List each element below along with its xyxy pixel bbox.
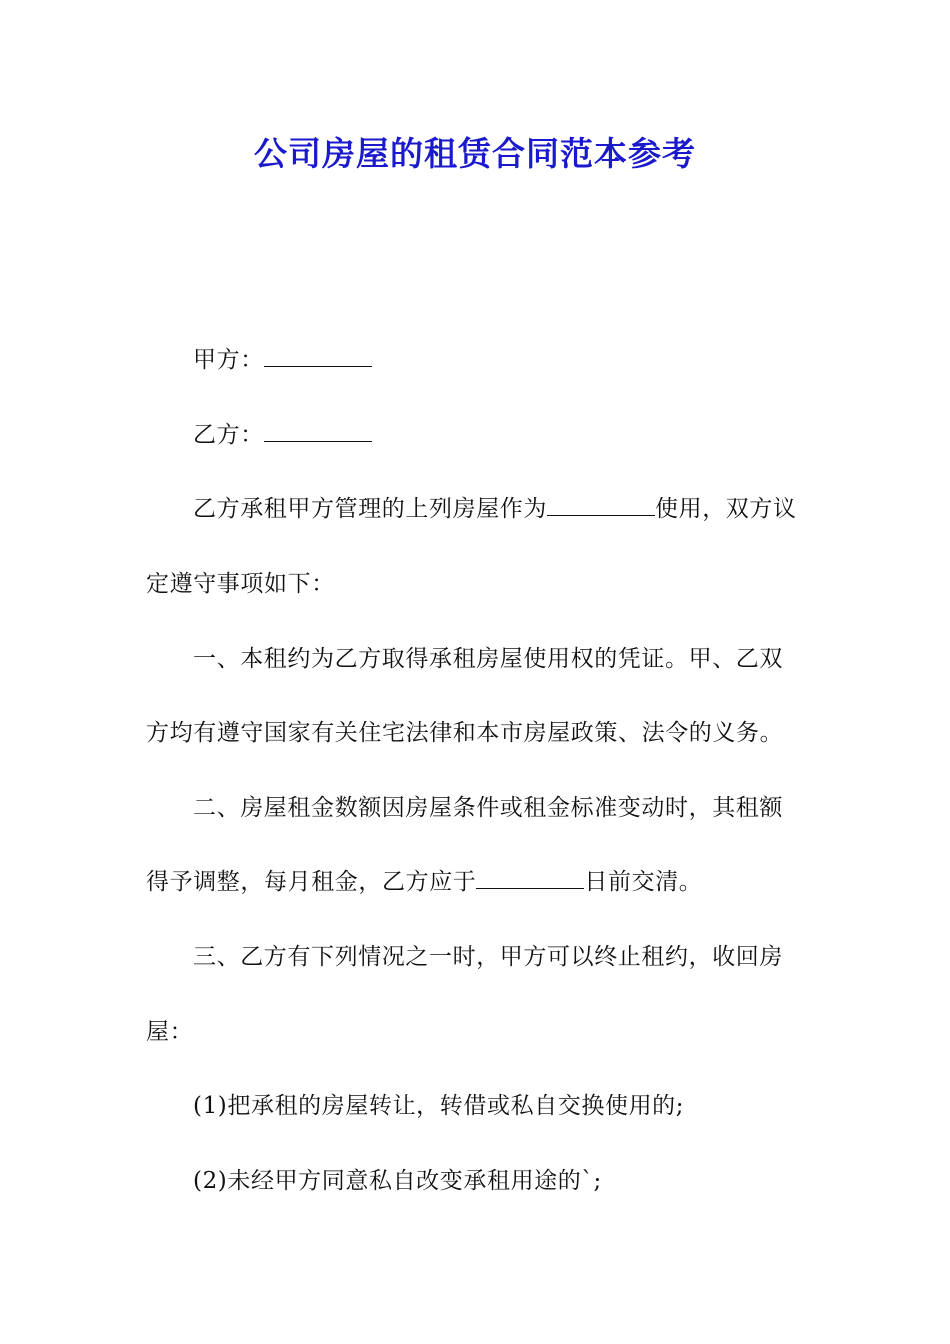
intro-line-2: 定遵守事项如下： [146, 571, 335, 597]
clause-2-line-2 [146, 867, 816, 897]
document-title: 公司房屋的租赁合同范本参考 [254, 134, 696, 173]
clause-1-line-1: 一、本租约为乙方取得承租房屋使用权的凭证。甲、乙双 [193, 646, 783, 672]
party-a-line [146, 345, 816, 375]
item-2: (2)未经甲方同意私自改变承租用途的`; [193, 1168, 602, 1194]
intro-line-1 [146, 494, 816, 524]
clause-3-line-1: 三、乙方有下列情况之一时，甲方可以终止租约，收回房 [193, 944, 783, 970]
party-b-blank [264, 421, 372, 442]
party-b-line [146, 420, 816, 450]
party-a-label: 甲方： [193, 347, 264, 373]
usage-blank [547, 495, 655, 516]
payment-day-blank [476, 868, 584, 889]
clause-2-text-a: 得予调整，每月租金，乙方应于 [146, 869, 477, 895]
item-1: (1)把承租的房屋转让，转借或私自交换使用的; [193, 1093, 685, 1119]
clause-2-line-1: 二、房屋租金数额因房屋条件或租金标准变动时，其租额 [193, 795, 783, 821]
clause-2-text-b: 日前交清。 [584, 869, 703, 895]
intro-text-b: 使用，双方议 [655, 496, 797, 522]
party-a-blank [264, 346, 372, 367]
intro-text-a: 乙方承租甲方管理的上列房屋作为 [193, 496, 547, 522]
clause-1-line-2: 方均有遵守国家有关住宅法律和本市房屋政策、法令的义务。 [146, 720, 784, 746]
party-b-label: 乙方： [193, 422, 264, 448]
clause-3-line-2: 屋： [146, 1019, 194, 1045]
